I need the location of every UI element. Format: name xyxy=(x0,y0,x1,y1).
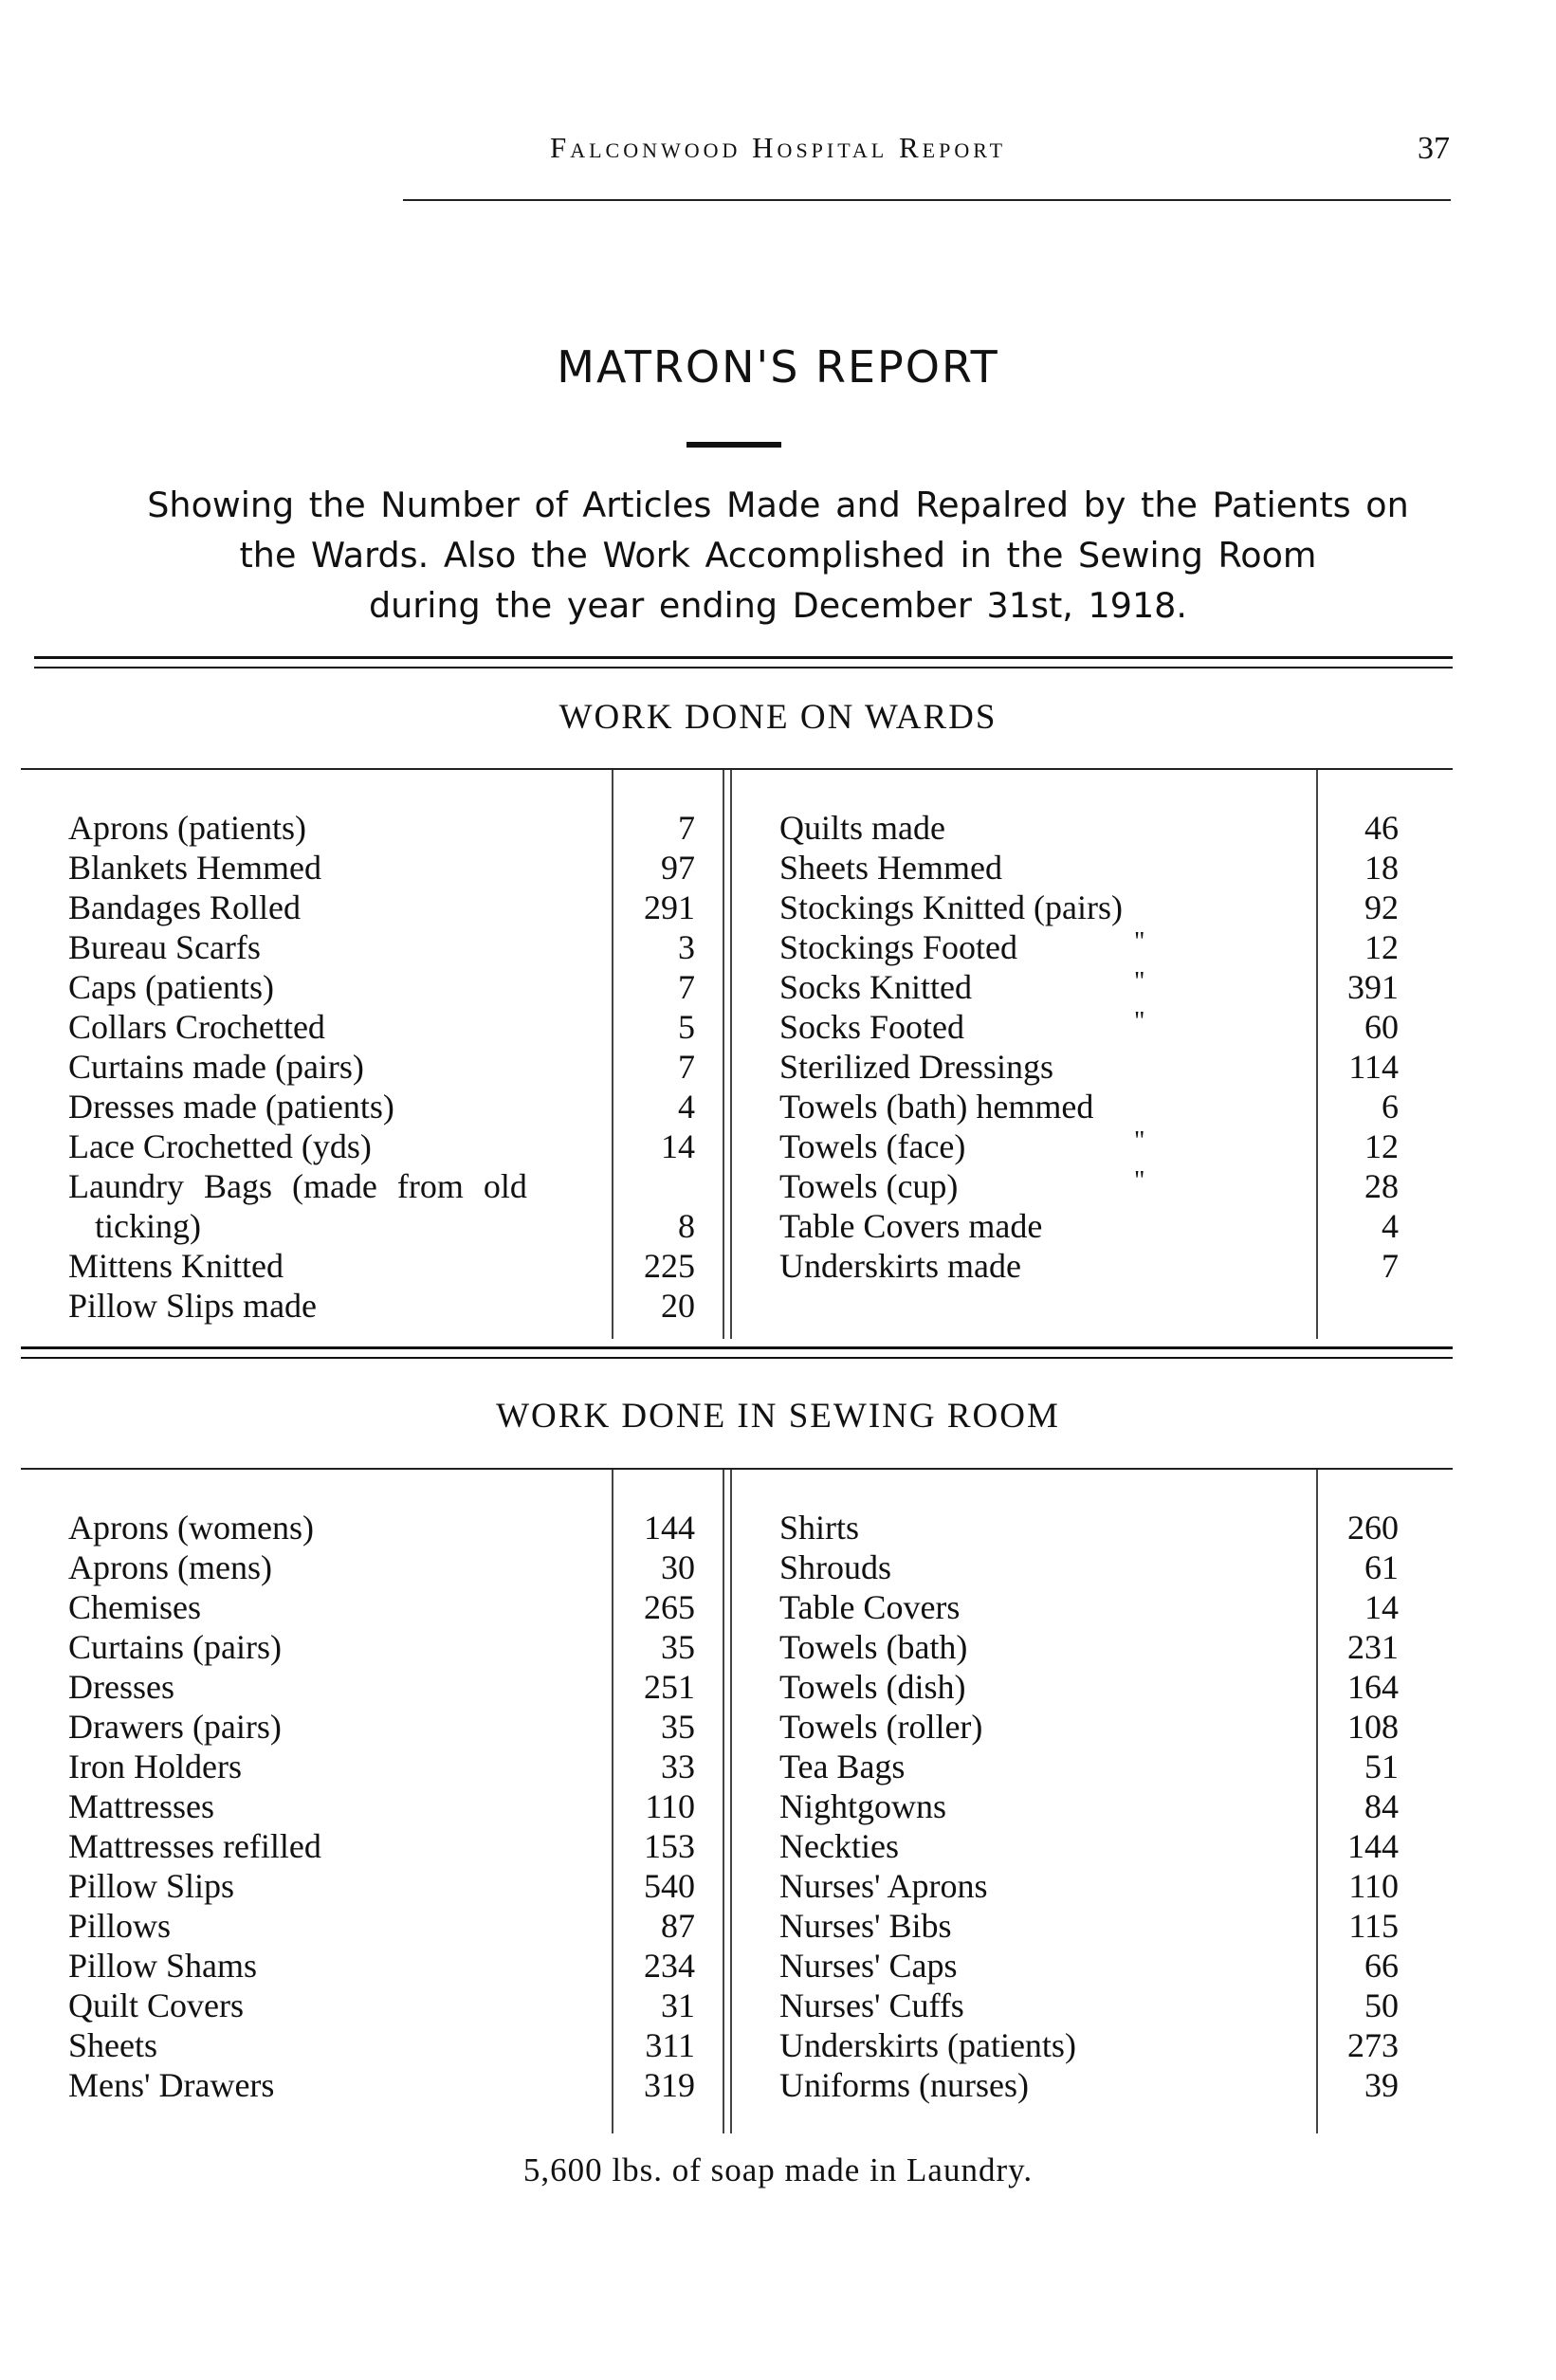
item-name: Blankets Hemmed xyxy=(68,849,321,887)
item-name: Towels (bath) xyxy=(779,1628,968,1666)
item-name: Bandages Rolled xyxy=(68,888,301,926)
item-name: Caps (patients) xyxy=(68,968,274,1006)
ditto-mark: " xyxy=(1134,1007,1145,1036)
table-row xyxy=(0,1986,1556,2025)
table-row xyxy=(0,2025,1556,2065)
item-name: Tea Bags xyxy=(779,1748,906,1785)
item-count: 51 xyxy=(1364,1748,1399,1785)
item-name: Stockings Knitted (pairs) xyxy=(779,888,1123,926)
header-rule xyxy=(403,199,1451,201)
item-count: 4 xyxy=(678,1088,695,1126)
item-count: 7 xyxy=(678,809,695,847)
item-count: 60 xyxy=(1364,1008,1399,1046)
item-name: Pillow Shams xyxy=(68,1947,258,1985)
item-count: 46 xyxy=(1364,809,1399,847)
item-count: 18 xyxy=(1364,849,1399,887)
table-row xyxy=(0,1087,1556,1126)
item-name: Chemises xyxy=(68,1588,201,1626)
table-row xyxy=(0,927,1556,967)
item-name: ticking) xyxy=(95,1207,201,1245)
table-row xyxy=(0,808,1556,848)
item-count: 234 xyxy=(644,1947,695,1985)
item-count: 225 xyxy=(644,1247,695,1285)
table-row xyxy=(0,1866,1556,1906)
item-count: 265 xyxy=(644,1588,695,1626)
item-count: 4 xyxy=(1382,1207,1399,1245)
table-row xyxy=(0,1047,1556,1087)
item-name: Nurses' Cuffs xyxy=(779,1986,964,2024)
item-name: Sheets xyxy=(68,2026,157,2064)
item-count: 391 xyxy=(1347,968,1399,1006)
table-row xyxy=(0,1166,1556,1206)
item-count: 540 xyxy=(644,1867,695,1905)
item-name: Socks Knitted xyxy=(779,968,972,1006)
ditto-mark: " xyxy=(1134,1166,1145,1196)
item-name: Lace Crochetted (yds) xyxy=(68,1127,372,1165)
item-count: 114 xyxy=(1348,1048,1399,1086)
ditto-mark: " xyxy=(1134,1126,1145,1156)
item-count: 35 xyxy=(661,1708,695,1746)
item-name: Aprons (patients) xyxy=(68,809,306,847)
item-name: Stockings Footed xyxy=(779,928,1018,966)
item-name: Mattresses xyxy=(68,1787,214,1825)
item-count: 30 xyxy=(661,1548,695,1586)
item-name: Nurses' Bibs xyxy=(779,1907,952,1945)
item-name: Mattresses refilled xyxy=(68,1827,321,1865)
item-count: 291 xyxy=(644,888,695,926)
item-count: 87 xyxy=(661,1907,695,1945)
section-divider-rule xyxy=(21,1346,1453,1359)
item-count: 92 xyxy=(1364,888,1399,926)
item-name: Neckties xyxy=(779,1827,899,1865)
item-count: 110 xyxy=(1348,1867,1399,1905)
item-count: 260 xyxy=(1347,1509,1399,1547)
item-name: Shirts xyxy=(779,1509,860,1547)
item-count: 39 xyxy=(1364,2066,1399,2104)
item-name: Laundry Bags (made from old xyxy=(68,1167,527,1205)
item-count: 14 xyxy=(1364,1588,1399,1626)
table-row xyxy=(0,1747,1556,1786)
table-row xyxy=(0,967,1556,1007)
item-count: 8 xyxy=(678,1207,695,1245)
table-row xyxy=(0,1587,1556,1627)
item-count: 20 xyxy=(661,1287,695,1325)
item-name: Dresses made (patients) xyxy=(68,1088,394,1126)
subtitle-line: during the year ending December 31st, 1918. xyxy=(368,585,1188,626)
item-count: 61 xyxy=(1364,1548,1399,1586)
item-count: 231 xyxy=(1347,1628,1399,1666)
table-row xyxy=(0,1946,1556,1986)
item-count: 7 xyxy=(678,968,695,1006)
item-name: Towels (cup) xyxy=(779,1167,959,1205)
running-head xyxy=(0,131,1556,169)
ditto-mark: " xyxy=(1134,967,1145,997)
item-count: 50 xyxy=(1364,1986,1399,2024)
item-name: Sheets Hemmed xyxy=(779,849,1002,887)
soap-footnote: 5,600 lbs. of soap made in Laundry. xyxy=(522,2151,1034,2188)
table-row xyxy=(0,1126,1556,1166)
item-name: Towels (face) xyxy=(779,1127,966,1165)
item-name: Nurses' Aprons xyxy=(779,1867,988,1905)
wards-heading: WORK DONE ON WARDS xyxy=(558,698,998,737)
item-name: Aprons (mens) xyxy=(68,1548,272,1586)
table-row xyxy=(0,848,1556,888)
item-count: 108 xyxy=(1347,1708,1399,1746)
item-count: 12 xyxy=(1364,928,1399,966)
wards-heading-rule xyxy=(21,768,1453,770)
item-name: Mittens Knitted xyxy=(68,1247,284,1285)
section-top-rule xyxy=(34,656,1453,668)
item-name: Uniforms (nurses) xyxy=(779,2066,1029,2104)
item-count: 84 xyxy=(1364,1787,1399,1825)
sewing-heading-rule xyxy=(21,1468,1453,1470)
table-row xyxy=(0,1286,1556,1326)
table-row xyxy=(0,1508,1556,1547)
item-name: Aprons (womens) xyxy=(68,1509,314,1547)
report-title: MATRON'S REPORT xyxy=(557,341,999,393)
item-count: 7 xyxy=(1382,1247,1399,1285)
item-count: 14 xyxy=(661,1127,695,1165)
running-title: Falconwood Hospital Report xyxy=(549,131,1007,164)
item-name: Nurses' Caps xyxy=(779,1947,958,1985)
item-name: Pillow Slips made xyxy=(68,1287,318,1325)
item-name: Collars Crochetted xyxy=(68,1008,325,1046)
item-name: Shrouds xyxy=(779,1548,892,1586)
item-name: Iron Holders xyxy=(68,1748,242,1785)
item-count: 273 xyxy=(1347,2026,1399,2064)
ditto-mark: " xyxy=(1134,927,1145,957)
item-name: Table Covers made xyxy=(779,1207,1043,1245)
item-name: Sterilized Dressings xyxy=(779,1048,1053,1086)
table-row xyxy=(0,2065,1556,2105)
item-name: Curtains made (pairs) xyxy=(68,1048,364,1086)
table-row xyxy=(0,888,1556,927)
report-subtitle xyxy=(28,480,1528,631)
item-count: 35 xyxy=(661,1628,695,1666)
sewing-room-heading: WORK DONE IN SEWING ROOM xyxy=(496,1397,1060,1436)
item-name: Pillows xyxy=(68,1907,172,1945)
item-name: Towels (bath) hemmed xyxy=(779,1088,1094,1126)
subtitle-line: the Wards. Also the Work Accomplished in the Sewing Room xyxy=(239,535,1317,576)
item-name: Towels (roller) xyxy=(779,1708,983,1746)
table-row xyxy=(0,1246,1556,1286)
subtitle-line: Showing the Number of Articles Made and Repalred by the Patients on xyxy=(147,485,1409,525)
table-row xyxy=(0,1667,1556,1707)
title-dash xyxy=(686,442,781,448)
item-name: Dresses xyxy=(68,1668,174,1706)
item-count: 144 xyxy=(1347,1827,1399,1865)
item-count: 31 xyxy=(661,1986,695,2024)
item-count: 311 xyxy=(645,2026,695,2064)
table-row xyxy=(0,1206,1556,1246)
item-name: Towels (dish) xyxy=(779,1668,966,1706)
item-name: Nightgowns xyxy=(779,1787,947,1825)
item-count: 110 xyxy=(645,1787,695,1825)
item-name: Underskirts (patients) xyxy=(779,2026,1076,2064)
item-count: 164 xyxy=(1347,1668,1399,1706)
item-count: 153 xyxy=(644,1827,695,1865)
item-count: 97 xyxy=(661,849,695,887)
item-count: 33 xyxy=(661,1748,695,1785)
item-name: Drawers (pairs) xyxy=(68,1708,282,1746)
item-count: 12 xyxy=(1364,1127,1399,1165)
table-row xyxy=(0,1707,1556,1747)
item-name: Socks Footed xyxy=(779,1008,965,1046)
table-row xyxy=(0,1906,1556,1946)
item-count: 7 xyxy=(678,1048,695,1086)
table-row xyxy=(0,1826,1556,1866)
item-count: 66 xyxy=(1364,1947,1399,1985)
item-count: 115 xyxy=(1348,1907,1399,1945)
item-count: 28 xyxy=(1364,1167,1399,1205)
item-name: Underskirts made xyxy=(779,1247,1021,1285)
table-row xyxy=(0,1786,1556,1826)
item-count: 319 xyxy=(644,2066,695,2104)
item-name: Curtains (pairs) xyxy=(68,1628,282,1666)
item-count: 3 xyxy=(678,928,695,966)
item-name: Pillow Slips xyxy=(68,1867,235,1905)
item-name: Quilt Covers xyxy=(68,1986,244,2024)
table-row xyxy=(0,1627,1556,1667)
table-row xyxy=(0,1007,1556,1047)
item-name: Quilts made xyxy=(779,809,945,847)
item-name: Mens' Drawers xyxy=(68,2066,275,2104)
item-name: Bureau Scarfs xyxy=(68,928,261,966)
item-name: Table Covers xyxy=(779,1588,961,1626)
page-number: 37 xyxy=(1418,131,1450,166)
table-row xyxy=(0,1547,1556,1587)
item-count: 251 xyxy=(644,1668,695,1706)
item-count: 5 xyxy=(678,1008,695,1046)
item-count: 144 xyxy=(644,1509,695,1547)
item-count: 6 xyxy=(1382,1088,1399,1126)
